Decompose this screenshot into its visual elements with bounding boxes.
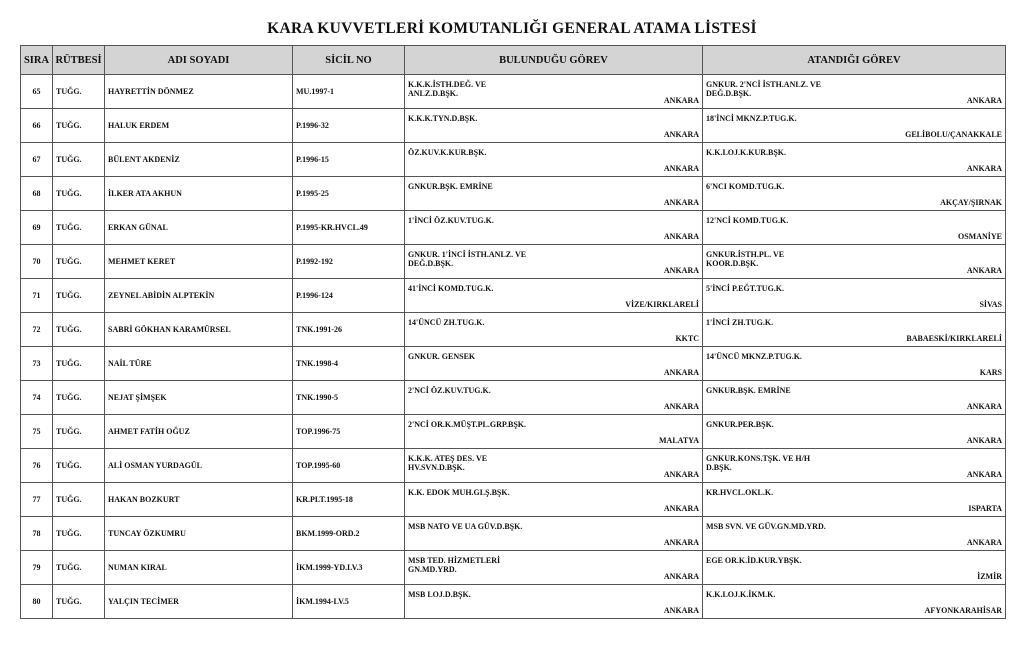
cell-bulundugu-gorev-text: K.K.K.İSTH.DEĞ. VE ANLZ.D.BŞK. bbox=[408, 80, 487, 98]
cell-sira: 66 bbox=[21, 109, 53, 143]
cell-adi-soyadi: İLKER ATA AKHUN bbox=[105, 177, 293, 211]
table-row bbox=[21, 75, 1006, 109]
cell-bulundugu-gorev-location: ANKARA bbox=[663, 96, 699, 105]
cell-atandigi-gorev-location: İZMİR bbox=[977, 572, 1002, 581]
cell-rutbe: TUĞG. bbox=[53, 109, 105, 143]
cell-adi-soyadi: NAİL TÜRE bbox=[105, 347, 293, 381]
header-sira: SIRA bbox=[21, 46, 53, 75]
cell-bulundugu-gorev-location: ANKARA bbox=[663, 266, 699, 275]
cell-atandigi-gorev-location: ANKARA bbox=[966, 470, 1002, 479]
cell-bulundugu-gorev bbox=[405, 143, 703, 177]
table-row bbox=[21, 415, 1006, 449]
cell-bulundugu-gorev bbox=[405, 109, 703, 143]
cell-rutbe: TUĞG. bbox=[53, 551, 105, 585]
table-row bbox=[21, 347, 1006, 381]
cell-atandigi-gorev bbox=[703, 347, 1006, 381]
cell-atandigi-gorev-text: GNKUR.KONS.TŞK. VE H/H D.BŞK. bbox=[706, 454, 811, 472]
cell-bulundugu-gorev-location: ANKARA bbox=[663, 504, 699, 513]
cell-sira: 73 bbox=[21, 347, 53, 381]
cell-rutbe: TUĞG. bbox=[53, 585, 105, 619]
appointment-table bbox=[20, 45, 1006, 619]
cell-atandigi-gorev bbox=[703, 415, 1006, 449]
cell-sira: 65 bbox=[21, 75, 53, 109]
cell-atandigi-gorev-location: BABAESKİ/KIRKLARELİ bbox=[906, 334, 1002, 343]
cell-bulundugu-gorev-text: MSB TED. HİZMETLERİ GN.MD.YRD. bbox=[408, 556, 501, 574]
cell-bulundugu-gorev-text: GNKUR. 1'İNCİ İSTH.ANLZ. VE DEĞ.D.BŞK. bbox=[408, 250, 527, 268]
cell-bulundugu-gorev-location: ANKARA bbox=[663, 232, 699, 241]
cell-sicil-no: BKM.1999-ORD.2 bbox=[293, 517, 405, 551]
table-row bbox=[21, 449, 1006, 483]
cell-bulundugu-gorev bbox=[405, 177, 703, 211]
table-row bbox=[21, 279, 1006, 313]
cell-atandigi-gorev-location: ANKARA bbox=[966, 164, 1002, 173]
cell-atandigi-gorev-location: ANKARA bbox=[966, 538, 1002, 547]
cell-atandigi-gorev-text: 6'NCI KOMD.TUG.K. bbox=[706, 182, 785, 191]
cell-sicil-no: TOP.1996-75 bbox=[293, 415, 405, 449]
cell-sicil-no: MU.1997-1 bbox=[293, 75, 405, 109]
table-row bbox=[21, 177, 1006, 211]
cell-sicil-no: KR.PLT.1995-18 bbox=[293, 483, 405, 517]
cell-atandigi-gorev-location: SİVAS bbox=[979, 300, 1002, 309]
cell-atandigi-gorev-location: ANKARA bbox=[966, 266, 1002, 275]
cell-adi-soyadi: SABRİ GÖKHAN KARAMÜRSEL bbox=[105, 313, 293, 347]
cell-bulundugu-gorev-location: ANKARA bbox=[663, 164, 699, 173]
cell-sira: 79 bbox=[21, 551, 53, 585]
cell-sira: 78 bbox=[21, 517, 53, 551]
cell-adi-soyadi: YALÇIN TECİMER bbox=[105, 585, 293, 619]
header-atandigi-gorev: ATANDIĞI GÖREV bbox=[703, 46, 1006, 75]
cell-bulundugu-gorev-text: GNKUR. GENSEK bbox=[408, 352, 476, 361]
cell-rutbe: TUĞG. bbox=[53, 449, 105, 483]
cell-bulundugu-gorev bbox=[405, 347, 703, 381]
cell-adi-soyadi: ERKAN GÜNAL bbox=[105, 211, 293, 245]
table-row bbox=[21, 517, 1006, 551]
cell-bulundugu-gorev bbox=[405, 279, 703, 313]
cell-atandigi-gorev-text: EGE OR.K.İD.KUR.YBŞK. bbox=[706, 556, 802, 565]
cell-atandigi-gorev-text: 12'NCİ KOMD.TUG.K. bbox=[706, 216, 789, 225]
cell-adi-soyadi: MEHMET KERET bbox=[105, 245, 293, 279]
cell-sira: 71 bbox=[21, 279, 53, 313]
cell-rutbe: TUĞG. bbox=[53, 415, 105, 449]
table-row bbox=[21, 381, 1006, 415]
table-row bbox=[21, 483, 1006, 517]
cell-sira: 69 bbox=[21, 211, 53, 245]
cell-sira: 68 bbox=[21, 177, 53, 211]
cell-bulundugu-gorev-text: 41'İNCİ KOMD.TUG.K. bbox=[408, 284, 494, 293]
cell-atandigi-gorev-text: K.K.LOJ.K.KUR.BŞK. bbox=[706, 148, 787, 157]
cell-atandigi-gorev-location: GELİBOLU/ÇANAKKALE bbox=[905, 130, 1002, 139]
cell-bulundugu-gorev-location: ANKARA bbox=[663, 198, 699, 207]
cell-adi-soyadi: NUMAN KIRAL bbox=[105, 551, 293, 585]
cell-rutbe: TUĞG. bbox=[53, 517, 105, 551]
cell-atandigi-gorev-location: ANKARA bbox=[966, 96, 1002, 105]
table-row bbox=[21, 245, 1006, 279]
cell-atandigi-gorev-location: OSMANİYE bbox=[957, 232, 1002, 241]
cell-bulundugu-gorev-location: ANKARA bbox=[663, 402, 699, 411]
cell-atandigi-gorev-text: GNKUR. 2'NCİ İSTH.ANLZ. VE DEĞ.D.BŞK. bbox=[706, 80, 821, 98]
table-row bbox=[21, 313, 1006, 347]
cell-bulundugu-gorev bbox=[405, 313, 703, 347]
cell-adi-soyadi: HAYRETTİN DÖNMEZ bbox=[105, 75, 293, 109]
cell-atandigi-gorev bbox=[703, 381, 1006, 415]
cell-adi-soyadi: NEJAT ŞİMŞEK bbox=[105, 381, 293, 415]
cell-bulundugu-gorev bbox=[405, 211, 703, 245]
cell-bulundugu-gorev-text: ÖZ.KUV.K.KUR.BŞK. bbox=[408, 148, 487, 157]
table-row bbox=[21, 551, 1006, 585]
cell-atandigi-gorev bbox=[703, 279, 1006, 313]
cell-atandigi-gorev-text: 1'İNCİ ZH.TUG.K. bbox=[706, 318, 774, 327]
table-row bbox=[21, 585, 1006, 619]
cell-adi-soyadi: ZEYNEL ABİDİN ALPTEKİN bbox=[105, 279, 293, 313]
cell-sicil-no: P.1996-124 bbox=[293, 279, 405, 313]
cell-sira: 72 bbox=[21, 313, 53, 347]
cell-sicil-no: TOP.1995-60 bbox=[293, 449, 405, 483]
cell-adi-soyadi: ALİ OSMAN YURDAGÜL bbox=[105, 449, 293, 483]
cell-bulundugu-gorev-text: 2'NCİ ÖZ.KUV.TUG.K. bbox=[408, 386, 491, 395]
cell-rutbe: TUĞG. bbox=[53, 177, 105, 211]
cell-rutbe: TUĞG. bbox=[53, 245, 105, 279]
cell-sicil-no: TNK.1991-26 bbox=[293, 313, 405, 347]
cell-sicil-no: P.1996-32 bbox=[293, 109, 405, 143]
cell-atandigi-gorev bbox=[703, 75, 1006, 109]
cell-adi-soyadi: HALUK ERDEM bbox=[105, 109, 293, 143]
cell-atandigi-gorev bbox=[703, 143, 1006, 177]
cell-atandigi-gorev-text: MSB SVN. VE GÜV.GN.MD.YRD. bbox=[706, 522, 826, 531]
cell-atandigi-gorev bbox=[703, 449, 1006, 483]
cell-sira: 70 bbox=[21, 245, 53, 279]
cell-bulundugu-gorev-location: MALATYA bbox=[658, 436, 699, 445]
header-adi-soyadi: ADI SOYADI bbox=[105, 46, 293, 75]
header-rutbe: RÜTBESİ bbox=[53, 46, 105, 75]
cell-adi-soyadi: AHMET FATİH OĞUZ bbox=[105, 415, 293, 449]
cell-adi-soyadi: TUNCAY ÖZKUMRU bbox=[105, 517, 293, 551]
cell-adi-soyadi: BÜLENT AKDENİZ bbox=[105, 143, 293, 177]
cell-atandigi-gorev bbox=[703, 211, 1006, 245]
cell-atandigi-gorev-text: GNKUR.PER.BŞK. bbox=[706, 420, 774, 429]
cell-bulundugu-gorev-location: ANKARA bbox=[663, 130, 699, 139]
cell-atandigi-gorev-text: 18'İNCİ MKNZ.P.TUG.K. bbox=[706, 114, 797, 123]
cell-sicil-no: İKM.1994-LV.5 bbox=[293, 585, 405, 619]
cell-atandigi-gorev-location: ISPARTA bbox=[968, 504, 1002, 513]
cell-sicil-no: TNK.1998-4 bbox=[293, 347, 405, 381]
cell-bulundugu-gorev-location: KKTC bbox=[675, 334, 699, 343]
cell-bulundugu-gorev-text: 14'ÜNCÜ ZH.TUG.K. bbox=[408, 318, 485, 327]
cell-sira: 74 bbox=[21, 381, 53, 415]
cell-bulundugu-gorev bbox=[405, 585, 703, 619]
cell-bulundugu-gorev-text: MSB LOJ.D.BŞK. bbox=[408, 590, 471, 599]
cell-sira: 80 bbox=[21, 585, 53, 619]
cell-sira: 75 bbox=[21, 415, 53, 449]
cell-rutbe: TUĞG. bbox=[53, 279, 105, 313]
table-row bbox=[21, 109, 1006, 143]
cell-bulundugu-gorev-location: ANKARA bbox=[663, 368, 699, 377]
cell-adi-soyadi: HAKAN BOZKURT bbox=[105, 483, 293, 517]
table-row bbox=[21, 211, 1006, 245]
cell-bulundugu-gorev bbox=[405, 245, 703, 279]
cell-atandigi-gorev bbox=[703, 517, 1006, 551]
cell-bulundugu-gorev bbox=[405, 517, 703, 551]
cell-bulundugu-gorev-text: GNKUR.BŞK. EMRİNE bbox=[408, 182, 493, 191]
cell-bulundugu-gorev bbox=[405, 381, 703, 415]
header-bulundugu-gorev: BULUNDUĞU GÖREV bbox=[405, 46, 703, 75]
cell-bulundugu-gorev bbox=[405, 415, 703, 449]
table-header-row bbox=[21, 46, 1006, 75]
cell-rutbe: TUĞG. bbox=[53, 381, 105, 415]
cell-sira: 76 bbox=[21, 449, 53, 483]
cell-atandigi-gorev-location: ANKARA bbox=[966, 436, 1002, 445]
cell-atandigi-gorev-text: GNKUR.İSTH.PL. VE KOOR.D.BŞK. bbox=[706, 250, 785, 268]
cell-bulundugu-gorev-text: 1'İNCİ ÖZ.KUV.TUG.K. bbox=[408, 216, 494, 225]
cell-bulundugu-gorev bbox=[405, 449, 703, 483]
cell-atandigi-gorev-location: AKÇAY/ŞIRNAK bbox=[940, 198, 1002, 207]
cell-sicil-no: P.1995-25 bbox=[293, 177, 405, 211]
cell-atandigi-gorev bbox=[703, 483, 1006, 517]
cell-bulundugu-gorev-text: K.K. EDOK MUH.GLŞ.BŞK. bbox=[408, 488, 510, 497]
cell-bulundugu-gorev-text: K.K.K.TYN.D.BŞK. bbox=[408, 114, 478, 123]
cell-sicil-no: P.1995-KR.HVCL.49 bbox=[293, 211, 405, 245]
cell-bulundugu-gorev-text: MSB NATO VE UA GÜV.D.BŞK. bbox=[408, 522, 523, 531]
cell-sicil-no: P.1992-192 bbox=[293, 245, 405, 279]
cell-rutbe: TUĞG. bbox=[53, 347, 105, 381]
cell-bulundugu-gorev bbox=[405, 551, 703, 585]
cell-bulundugu-gorev-location: ANKARA bbox=[663, 538, 699, 547]
cell-atandigi-gorev-text: KR.HVCL.OKL.K. bbox=[706, 488, 774, 497]
header-sicil-no: SİCİL NO bbox=[293, 46, 405, 75]
cell-sicil-no: P.1996-15 bbox=[293, 143, 405, 177]
cell-bulundugu-gorev-location: VİZE/KIRKLARELİ bbox=[625, 300, 699, 309]
cell-atandigi-gorev bbox=[703, 313, 1006, 347]
table-row bbox=[21, 143, 1006, 177]
cell-bulundugu-gorev bbox=[405, 75, 703, 109]
cell-sicil-no: İKM.1999-YD.LV.3 bbox=[293, 551, 405, 585]
cell-atandigi-gorev bbox=[703, 585, 1006, 619]
cell-atandigi-gorev bbox=[703, 551, 1006, 585]
cell-bulundugu-gorev-location: ANKARA bbox=[663, 572, 699, 581]
cell-atandigi-gorev-text: GNKUR.BŞK. EMRİNE bbox=[706, 386, 791, 395]
cell-atandigi-gorev-location: AFYONKARAHİSAR bbox=[924, 606, 1002, 615]
cell-bulundugu-gorev-location: ANKARA bbox=[663, 606, 699, 615]
cell-sira: 77 bbox=[21, 483, 53, 517]
cell-atandigi-gorev-text: K.K.LOJ.K.İKM.K. bbox=[706, 590, 776, 599]
cell-rutbe: TUĞG. bbox=[53, 313, 105, 347]
cell-rutbe: TUĞG. bbox=[53, 483, 105, 517]
cell-atandigi-gorev bbox=[703, 109, 1006, 143]
cell-atandigi-gorev-location: KARS bbox=[979, 368, 1002, 377]
document-title: KARA KUVVETLERİ KOMUTANLIĞI GENERAL ATAMA LİSTESİ bbox=[267, 20, 757, 37]
cell-bulundugu-gorev-text: 2'NCİ OR.K.MÜŞT.PL.GRP.BŞK. bbox=[408, 420, 527, 429]
cell-bulundugu-gorev-text: K.K.K. ATEŞ DES. VE HV.SVN.D.BŞK. bbox=[408, 454, 488, 472]
cell-sicil-no: TNK.1990-5 bbox=[293, 381, 405, 415]
cell-bulundugu-gorev bbox=[405, 483, 703, 517]
cell-atandigi-gorev-text: 14'ÜNCÜ MKNZ.P.TUG.K. bbox=[706, 352, 802, 361]
cell-sira: 67 bbox=[21, 143, 53, 177]
cell-atandigi-gorev bbox=[703, 177, 1006, 211]
cell-atandigi-gorev-text: 5'İNCİ P.EĞT.TUG.K. bbox=[706, 284, 785, 293]
cell-rutbe: TUĞG. bbox=[53, 211, 105, 245]
cell-atandigi-gorev bbox=[703, 245, 1006, 279]
cell-rutbe: TUĞG. bbox=[53, 143, 105, 177]
cell-rutbe: TUĞG. bbox=[53, 75, 105, 109]
cell-bulundugu-gorev-location: ANKARA bbox=[663, 470, 699, 479]
cell-atandigi-gorev-location: ANKARA bbox=[966, 402, 1002, 411]
